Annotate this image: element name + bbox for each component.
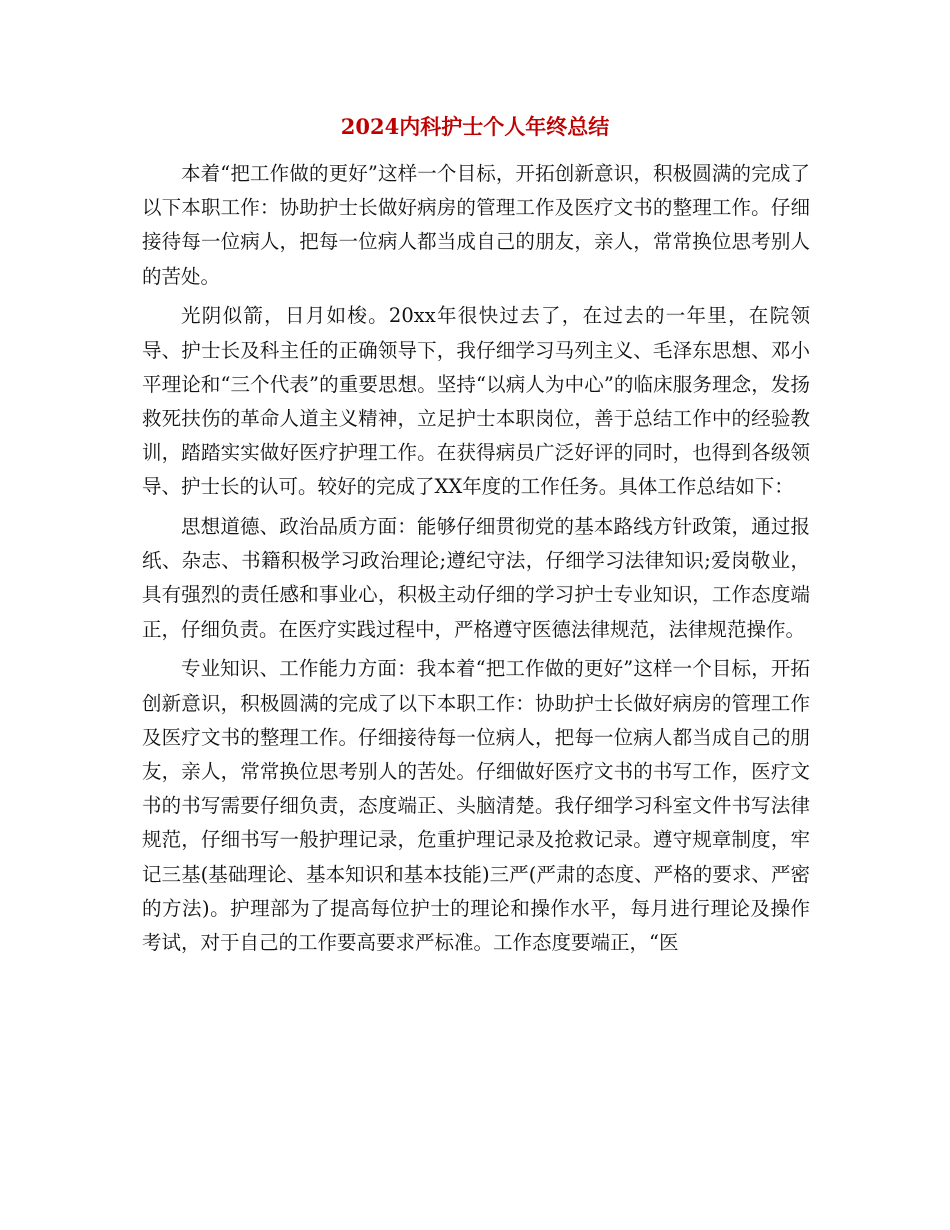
paragraph-intro: 本着“把工作做的更好”这样一个目标，开拓创新意识，积极圆满的完成了以下本职工作：协助护士长做好病房的管理工作及医疗文书的整理工作。仔细接待每一位病人，把每一位病人都当成自己的朋友，亲人，常常换位思考别人的苦处。 (142, 162, 810, 288)
document-body (142, 157, 810, 966)
paragraph-overview: 光阴似箭，日月如梭。20xx年很快过去了，在过去的一年里，在院领导、护士长及科主任的正确领导下，我仔细学习马列主义、毛泽东思想、邓小平理论和“三个代表”的重要思想。坚持“以病人为中心”的临床服务理念，发扬救死扶伤的革命人道主义精神，立足护士本职岗位，善于总结工作中的经验教训，踏踏实实做好医疗护理工作。在获得病员广泛好评的同时，也得到各级领导、护士长的认可。较好的完成了XX年度的工作任务。具体工作总结如下： (142, 304, 810, 499)
paragraph-professional: 专业知识、工作能力方面：我本着“把工作做的更好”这样一个目标，开拓创新意识，积极圆满的完成了以下本职工作：协助护士长做好病房的管理工作及医疗文书的整理工作。仔细接待每一位病人，把每一位病人都当成自己的朋友，亲人，常常换位思考别人的苦处。仔细做好医疗文书的书写工作，医疗文书的书写需要仔细负责，态度端正、头脑清楚。我仔细学习科室文件书写法律规范，仔细书写一般护理记录，危重护理记录及抢救记录。遵守规章制度，牢记三基(基础理论、基本知识和基本技能)三严(严肃的态度、严格的要求、严密的方法)。护理部为了提高每位护士的理论和操作水平，每月进行理论及操作考试，对于自己的工作要高要求严标准。工作态度要端正，“医 (142, 657, 810, 954)
paragraph-ideology: 思想道德、政治品质方面：能够仔细贯彻党的基本路线方针政策，通过报纸、杂志、书籍积极学习政治理论;遵纪守法，仔细学习法律知识;爱岗敬业，具有强烈的责任感和事业心，积极主动仔细的学习护士专业知识，工作态度端正，仔细负责。在医疗实践过程中，严格遵守医德法律规范，法律规范操作。 (142, 515, 810, 641)
document-title: 2024内科护士个人年终总结 (340, 114, 610, 139)
